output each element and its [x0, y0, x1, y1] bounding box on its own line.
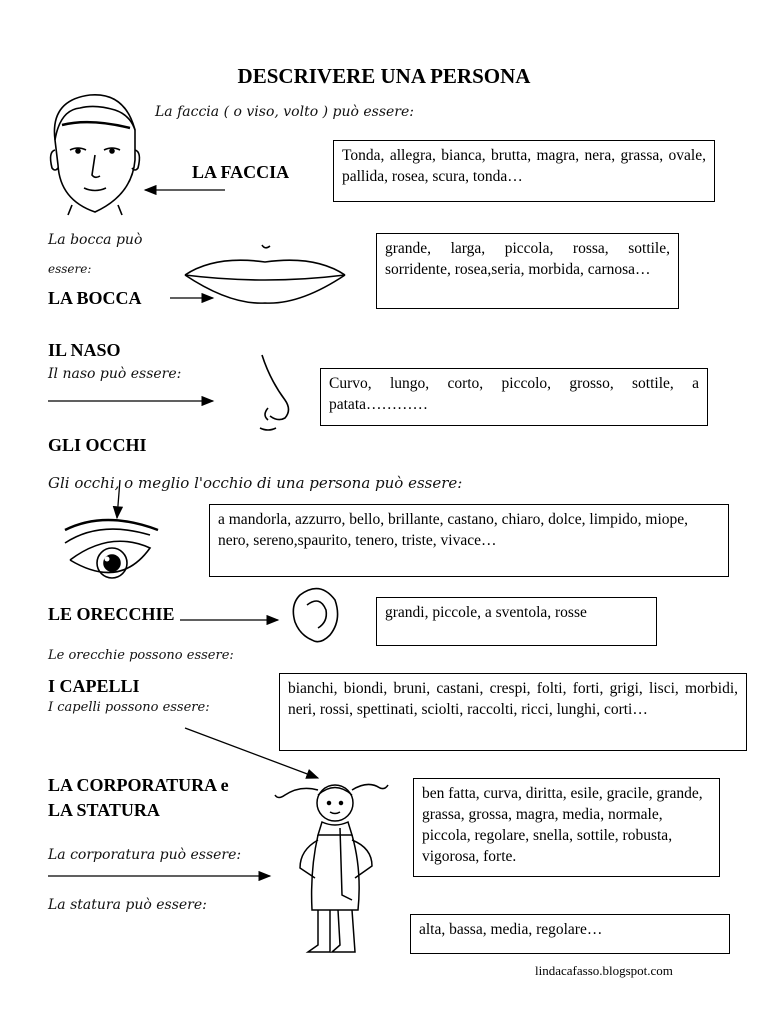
- corporatura-heading-1: LA CORPORATURA e: [48, 775, 229, 795]
- capelli-intro: I capelli possono essere:: [48, 700, 210, 715]
- statura-intro: La statura può essere:: [48, 897, 207, 913]
- capelli-words-box: bianchi, biondi, bruni, castani, crespi, folti, forti, grigi, lisci, morbidi, neri, rossi, spettinati, sciolti, raccolti, ricci, lunghi, corti…: [279, 673, 747, 751]
- lips-illustration: [185, 245, 345, 303]
- ear-illustration: [293, 589, 337, 642]
- girl-illustration: [275, 784, 388, 952]
- orecchie-heading: LE ORECCHIE: [48, 604, 175, 624]
- bocca-heading: LA BOCCA: [48, 288, 142, 308]
- eye-illustration: [65, 520, 158, 578]
- naso-intro: Il naso può essere:: [48, 366, 182, 382]
- occhi-heading: GLI OCCHI: [48, 435, 147, 455]
- occhi-words-box: a mandorla, azzurro, bello, brillante, castano, chiaro, dolce, limpido, miope, nero, sereno,spaurito, tenero, triste, vivace…: [209, 504, 729, 577]
- corporatura-intro: La corporatura può essere:: [48, 847, 242, 863]
- footer-source: lindacafasso.blogspot.com: [535, 963, 673, 978]
- faccia-heading: LA FACCIA: [192, 162, 290, 182]
- bocca-intro-1: La bocca può: [48, 232, 143, 248]
- face-illustration: [51, 95, 140, 215]
- naso-heading: IL NASO: [48, 340, 121, 360]
- page-title: DESCRIVERE UNA PERSONA: [237, 64, 531, 88]
- statura-words-box: alta, bassa, media, regolare…: [410, 914, 730, 954]
- faccia-words-box: Tonda, allegra, bianca, brutta, magra, nera, grassa, ovale, pallida, rosea, scura, tonda…: [333, 140, 715, 202]
- orecchie-intro: Le orecchie possono essere:: [48, 648, 234, 663]
- capelli-heading: I CAPELLI: [48, 676, 140, 696]
- orecchie-words-box: grandi, piccole, a sventola, rosse: [376, 597, 657, 646]
- bocca-words-box: grande, larga, piccola, rossa, sottile, sorridente, rosea,seria, morbida, carnosa…: [376, 233, 679, 309]
- naso-words-box: Curvo, lungo, corto, piccolo, grosso, sottile, a patata…………: [320, 368, 708, 426]
- faccia-intro: La faccia ( o viso, volto ) può essere:: [155, 104, 414, 120]
- occhi-intro: Gli occhi, o meglio l'occhio di una persona può essere:: [48, 474, 463, 492]
- corporatura-words-box: ben fatta, curva, diritta, esile, gracile, grande, grassa, grossa, magra, media, normale, piccola, regolare, snella, sottile, robusta, vigorosa, forte.: [413, 778, 720, 877]
- nose-illustration: [260, 355, 289, 430]
- bocca-intro-2: essere:: [48, 262, 92, 276]
- corporatura-heading-2: LA STATURA: [48, 800, 160, 820]
